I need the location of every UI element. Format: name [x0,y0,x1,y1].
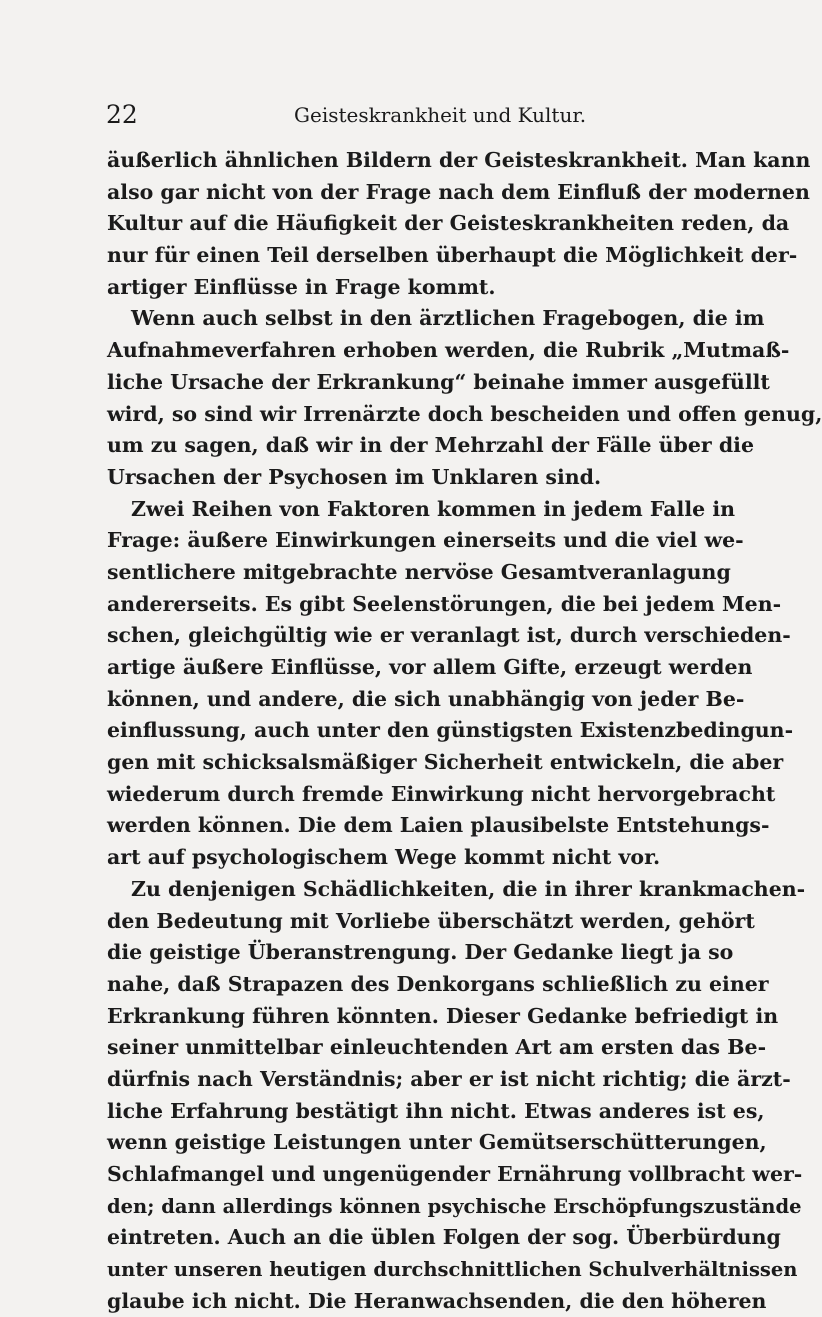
text-line: eintreten. Auch an die üblen Folgen der sog. Überbürdung [107,1225,781,1250]
text-line: nahe, daß Strapazen des Denkorgans schließlich zu einer [107,971,769,996]
text-line: artiger Einflüsse in Frage kommt. [107,274,496,299]
text-line: die geistige Überanstrengung. Der Gedanke liegt ja so [107,940,734,965]
text-line: nur für einen Teil derselben überhaupt die Möglichkeit der- [107,243,798,268]
running-title: Geisteskrankheit und Kultur. [294,103,587,127]
text-line: sentlichere mitgebrachte nervöse Gesamtveranlagung [107,559,731,584]
text-line: glaube ich nicht. Die Heranwachsenden, die den höheren [107,1288,767,1313]
text-line: liche Ursache der Erkrankung“ beinahe immer ausgefüllt [107,369,770,394]
text-line: schen, gleichgültig wie er veranlagt ist, durch verschieden- [107,623,791,648]
text-line: Zwei Reihen von Faktoren kommen in jedem Falle in [131,496,736,521]
text-line: dürfnis nach Verständnis; aber er ist nicht richtig; die ärzt- [107,1066,791,1091]
text-line: werden können. Die dem Laien plausibelste Entstehungs- [107,813,770,838]
text-line: also gar nicht von der Frage nach dem Einfluß der modernen [107,179,810,204]
text-line: Zu denjenigen Schädlichkeiten, die in ihrer krankmachen- [131,876,806,901]
text-line: den; dann allerdings können psychische Erschöpfungszustände [107,1194,802,1218]
text-line: seiner unmittelbar einleuchtenden Art am ersten das Be- [107,1035,767,1060]
text-line: um zu sagen, daß wir in der Mehrzahl der Fälle über die [107,433,755,458]
text-line: gen mit schicksalsmäßiger Sicherheit entwickeln, die aber [107,750,784,775]
text-line: Wenn auch selbst in den ärztlichen Fragebogen, die im [131,306,765,331]
text-line: Schlafmangel und ungenügender Ernährung vollbracht wer- [107,1162,803,1186]
text-line: Kultur auf die Häufigkeit der Geisteskrankheiten reden, da [107,211,790,236]
page-number: 22 [106,100,138,129]
text-line: unter unseren heutigen durchschnittlichen Schulverhältnissen [107,1258,798,1282]
text-line: wiederum durch fremde Einwirkung nicht hervorgebracht [107,781,776,806]
text-line: einflussung, auch unter den günstigsten Existenzbedingun- [107,718,794,743]
text-line: Erkrankung führen könnten. Dieser Gedanke befriedigt in [107,1003,779,1028]
text-line: Frage: äußere Einwirkungen einerseits und die viel we- [107,528,744,553]
text-line: artige äußere Einflüsse, vor allem Gifte, erzeugt werden [107,655,753,679]
text-line: liche Erfahrung bestätigt ihn nicht. Etwas anderes ist es, [107,1098,765,1123]
text-line: art auf psychologischem Wege kommt nicht vor. [107,845,661,870]
text-line: Ursachen der Psychosen im Unklaren sind. [107,464,602,489]
text-line: wenn geistige Leistungen unter Gemütserschütterungen, [107,1130,767,1155]
text-line: können, und andere, die sich unabhängig von jeder Be- [107,686,745,711]
text-line: äußerlich ähnlichen Bildern der Geisteskrankheit. Man kann [107,148,811,172]
text-line: Aufnahmeverfahren erhoben werden, die Rubrik „Mutmaß- [107,338,790,363]
page-header [106,98,706,132]
page-body-text [107,145,822,1317]
text-line: wird, so sind wir Irrenärzte doch bescheiden und offen genug, [107,401,822,426]
text-line: den Bedeutung mit Vorliebe überschätzt werden, gehört [107,908,755,933]
text-line: andererseits. Es gibt Seelenstörungen, die bei jedem Men- [107,591,782,616]
